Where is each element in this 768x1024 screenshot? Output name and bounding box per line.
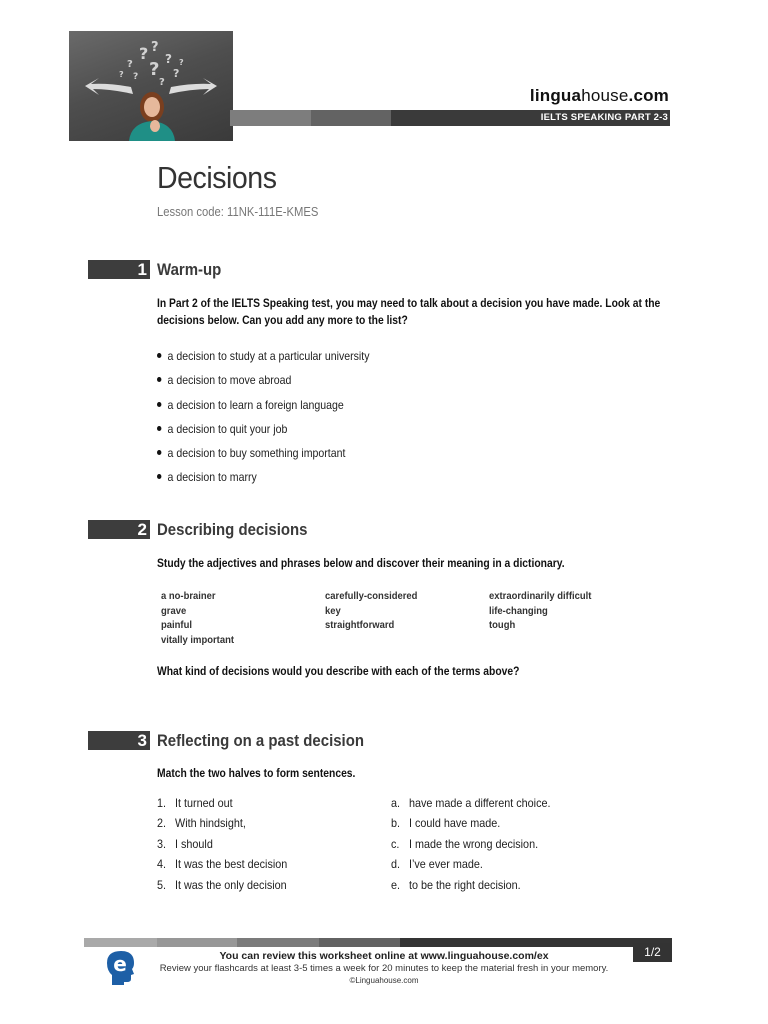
footer-flashcards-tip: Review your flashcards at least 3-5 times a week for 20 minutes to keep the material fresh in your memory. xyxy=(159,963,609,974)
vocab-term: carefully-considered xyxy=(325,590,418,602)
section-1-instruction: In Part 2 of the IELTS Speaking test, you may need to talk about a decision you have made. Look at the decisions below. Can you add any more to the list? xyxy=(157,296,661,327)
bullet-icon xyxy=(157,377,161,382)
list-item: a decision to move abroad xyxy=(157,373,291,387)
vocabulary-column-1 xyxy=(161,589,234,647)
footer-bar-segment-5 xyxy=(400,938,672,947)
section-number-2: 2 xyxy=(88,520,150,539)
match-left-item: 3. I should xyxy=(157,837,213,851)
section-title-describing-decisions: Describing decisions xyxy=(157,520,308,539)
brand-bold: lingua xyxy=(529,86,582,105)
match-right-item: b. I could have made. xyxy=(391,816,501,830)
svg-text:?: ? xyxy=(165,52,172,66)
bullet-icon xyxy=(157,426,161,431)
svg-text:?: ? xyxy=(149,59,160,80)
match-left-item: 4. It was the best decision xyxy=(157,857,288,871)
list-item: a decision to learn a foreign language xyxy=(157,398,344,412)
vocab-term: life-changing xyxy=(489,604,548,617)
section-2-question: What kind of decisions would you describe with each of the terms above? xyxy=(157,664,520,678)
vocab-term: extraordinarily difficult xyxy=(489,590,592,602)
section-2-instruction: Study the adjectives and phrases below and discover their meaning in a dictionary. xyxy=(157,556,565,570)
section-3-instruction: Match the two halves to form sentences. xyxy=(157,766,356,780)
match-right-item: c. I made the wrong decision. xyxy=(391,837,539,851)
vocabulary-column-3 xyxy=(489,589,591,633)
vocab-term: tough xyxy=(489,619,516,631)
vocab-term: painful xyxy=(161,619,192,631)
page-title: Decisions xyxy=(157,160,277,195)
bullet-icon xyxy=(157,402,161,407)
header-photo xyxy=(69,31,233,141)
thinking-woman-illustration xyxy=(69,31,233,141)
section-title-warm-up: Warm-up xyxy=(157,260,222,279)
svg-text:?: ? xyxy=(127,59,133,70)
footer-review-online xyxy=(0,950,768,962)
bullet-icon xyxy=(157,353,161,358)
match-right-item: e. to be the right decision. xyxy=(391,878,521,892)
svg-text:?: ? xyxy=(159,77,165,88)
brand-light: house xyxy=(581,86,629,105)
vocab-term: grave xyxy=(161,604,187,617)
match-left-item: 1. It turned out xyxy=(157,796,233,810)
vocab-term: a no-brainer xyxy=(161,590,216,602)
list-item: a decision to quit your job xyxy=(157,422,287,436)
svg-text:?: ? xyxy=(179,58,184,67)
svg-text:e: e xyxy=(113,952,127,976)
vocab-term: straightforward xyxy=(325,619,395,631)
svg-text:?: ? xyxy=(139,44,149,63)
section-number-1: 1 xyxy=(88,260,150,279)
list-item: a decision to study at a particular university xyxy=(157,349,369,363)
category-tag: IELTS SPEAKING PART 2-3 xyxy=(540,112,668,123)
svg-text:?: ? xyxy=(119,70,124,79)
vocab-term: vitally important xyxy=(161,633,234,646)
brand-logo[interactable] xyxy=(530,86,669,106)
svg-text:?: ? xyxy=(173,67,180,80)
svg-text:?: ? xyxy=(151,40,159,55)
footer-copyright: ©Linguahouse.com xyxy=(349,976,419,985)
lesson-code: Lesson code: 11NK-111E-KMES xyxy=(157,205,319,219)
footer-bar-segment-4 xyxy=(319,938,400,947)
list-item: a decision to buy something important xyxy=(157,446,345,460)
footer-bar-segment-1 xyxy=(84,938,157,947)
list-item: a decision to marry xyxy=(157,470,257,484)
bullet-icon xyxy=(157,474,161,479)
header-bar-segment-1 xyxy=(230,110,311,126)
footer-bar-segment-2 xyxy=(157,938,237,947)
match-left-item: 5. It was the only decision xyxy=(157,878,287,892)
section-title-reflecting: Reflecting on a past decision xyxy=(157,731,364,750)
vocabulary-column-2 xyxy=(325,589,417,633)
svg-text:?: ? xyxy=(133,72,139,82)
footer-bar-segment-3 xyxy=(237,938,319,947)
section-number-3: 3 xyxy=(88,731,150,750)
match-left-item: 2. With hindsight, xyxy=(157,816,246,830)
brand-tld: .com xyxy=(628,86,669,105)
match-right-item: d. I’ve ever made. xyxy=(391,857,483,871)
vocab-term: key xyxy=(325,604,341,617)
header-bar-segment-2 xyxy=(311,110,391,126)
bullet-icon xyxy=(157,450,161,455)
footer-review-link[interactable]: You can review this worksheet online at www.linguahouse.com/ex xyxy=(219,950,549,962)
match-right-item: a. have made a different choice. xyxy=(391,796,551,810)
page-number: 1/2 xyxy=(633,943,672,962)
